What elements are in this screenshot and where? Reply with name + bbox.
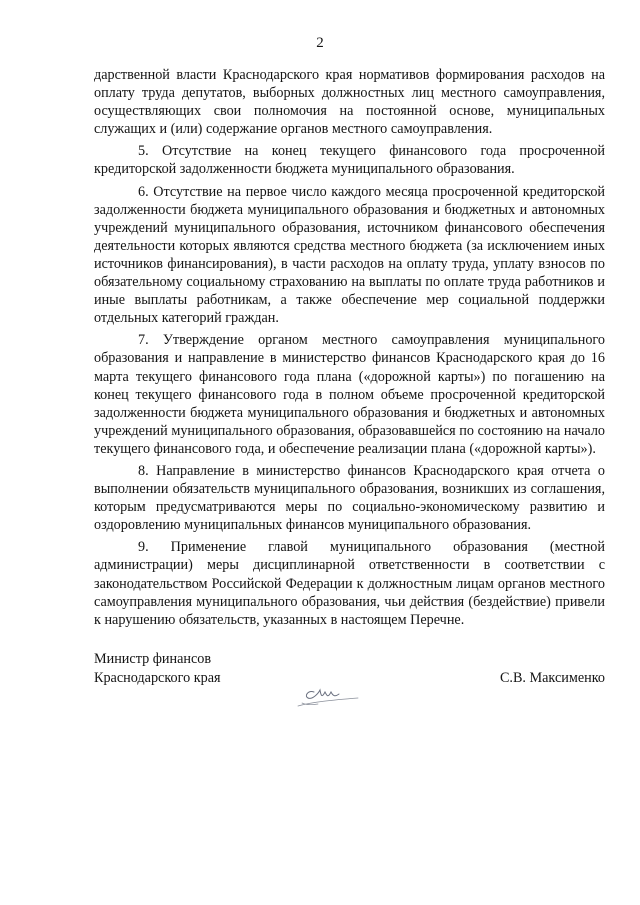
page-number: 2 (316, 35, 324, 51)
paragraph-item-6: 6. Отсутствие на первое число каждого месяца просроченной кредиторской задолженности бюджета муниципального образования и бюджетных и автономных учреждений муниципального образования, источником финансового обеспечения деятельности которых являются средства местного бюджета (за исключением иных источников финансирования), в части расходов на оплату труда, уплату взносов по обязательному социальному страхованию на выплаты по оплате труда работников и иные выплаты работникам, а также обеспечение мер социальной поддержки отдельных категорий граждан. (94, 183, 605, 327)
paragraph-item-7: 7. Утверждение органом местного самоуправления муниципального образования и направление в министерство финансов Краснодарского края до 16 марта текущего финансового года плана («дорожной карты») по погашению на конец текущего финансового года в полном объеме просроченной кредиторской задолженности бюджета муниципального образования и бюджетных и автономных учреждений муниципального образования, образовавшейся по состоянию на начало текущего финансового года, и обеспечение реализации плана («дорожной карты»). (94, 332, 605, 457)
paragraph-item-5: 5. Отсутствие на конец текущего финансового года просроченной кредиторской задолженности бюджета муниципального образования. (94, 143, 605, 178)
handwritten-signature-icon (292, 676, 372, 710)
paragraph-continuation: дарственной власти Краснодарского края нормативов формирования расходов на оплату труда депутатов, выборных должностных лиц местного самоуправления, осуществляющих свои полномочия на постоянной основе, муниципальных служащих и (или) содержание органов местного самоуправления. (94, 67, 605, 138)
signatory-title (94, 650, 221, 687)
document-body (94, 66, 605, 633)
signatory-name: С.В. Максименко (499, 670, 605, 686)
paragraph-item-9: 9. Применение главой муниципального образования (местной администрации) меры дисциплинарной ответственности в соответствии с законодательством Российской Федерации к должностным лицам органов местного самоуправления муниципального образования, чьи действия (бездействие) привели к нарушению обязательств, указанных в настоящем Перечне. (94, 539, 605, 628)
signatory-title-line2: Краснодарского края (94, 669, 221, 686)
signatory-title-line1: Министр финансов (94, 651, 212, 667)
paragraph-item-8: 8. Направление в министерство финансов Краснодарского края отчета о выполнении обязательств муниципального образования, возникших из соглашения, которым предусматриваются меры по социально-экономическому развитию и оздоровлению муниципальных финансов муниципального образования. (94, 462, 605, 534)
